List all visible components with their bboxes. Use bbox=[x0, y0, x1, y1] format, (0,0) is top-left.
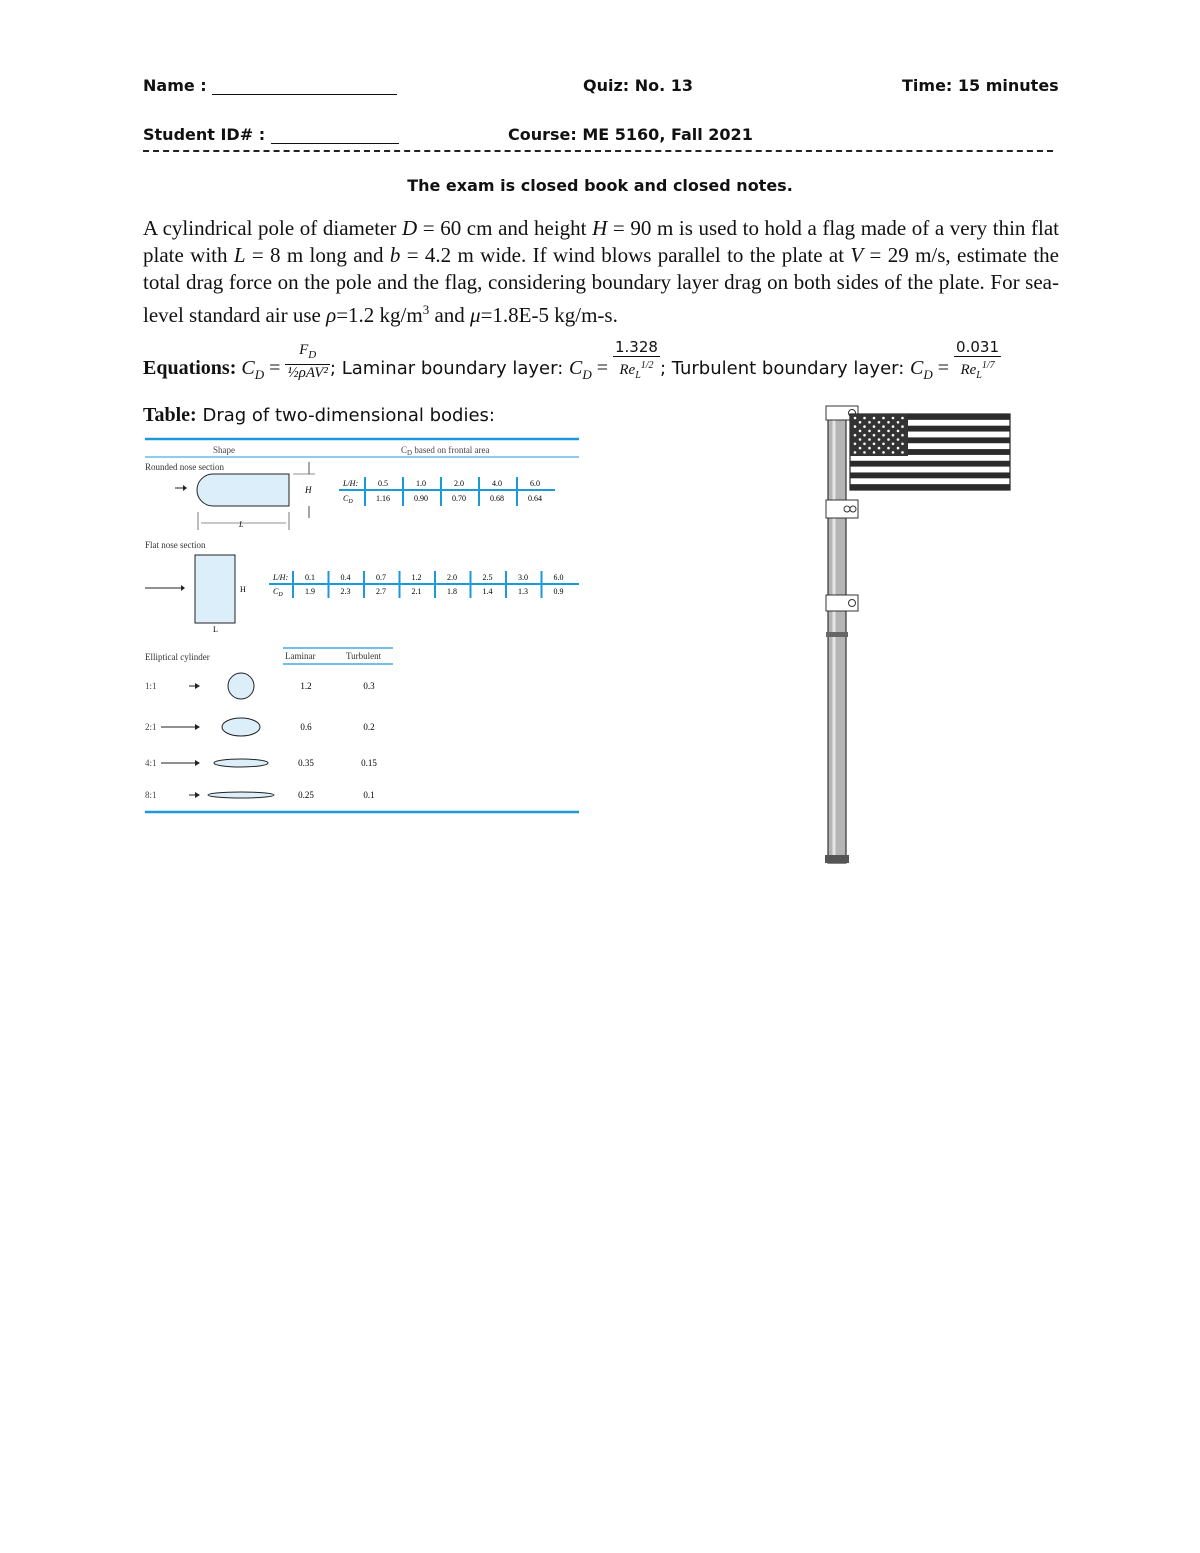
flat-lh-7: 6.0 bbox=[553, 573, 564, 582]
flat-lh-3: 1.2 bbox=[411, 573, 422, 582]
svg-text:H: H bbox=[305, 485, 312, 495]
ellipse-shape-1 bbox=[222, 718, 260, 736]
rounded-nose-shape bbox=[197, 474, 289, 506]
rounded-cd-1: 0.90 bbox=[414, 494, 428, 503]
separator-line bbox=[143, 150, 1053, 152]
rounded-lh-1: 1.0 bbox=[416, 479, 426, 488]
turbulent-fraction: $\frac{0.031}{Re_L^{1/7}}$ bbox=[956, 338, 999, 381]
elliptical-label: Elliptical cylinder bbox=[145, 652, 210, 662]
col-laminar: Laminar bbox=[285, 651, 316, 661]
ellip-turb-1: 0.2 bbox=[363, 722, 375, 732]
flat-nose-label: Flat nose section bbox=[145, 540, 206, 550]
flat-lh-6: 3.0 bbox=[518, 573, 528, 582]
equations-label: Equations: bbox=[143, 357, 237, 380]
ellipse-shape-2 bbox=[214, 759, 268, 767]
flat-nose-shape bbox=[195, 555, 235, 623]
ellip-lam-3: 0.25 bbox=[298, 790, 314, 800]
flat-lh-2: 0.7 bbox=[376, 573, 386, 582]
flat-cd-6: 1.3 bbox=[518, 587, 528, 596]
flag-canton bbox=[850, 414, 908, 456]
laminar-fraction: $\frac{1.328}{Re_L^{1/2}}$ bbox=[615, 338, 658, 381]
student-id-blank bbox=[271, 127, 399, 144]
rounded-cd-2: 0.70 bbox=[452, 494, 466, 503]
ellip-ratio-0: 1:1 bbox=[145, 681, 157, 691]
rounded-cd-0: 1.16 bbox=[376, 494, 390, 503]
quiz-number: Quiz: No. 13 bbox=[583, 76, 694, 95]
rounded-lh-3: 4.0 bbox=[492, 479, 502, 488]
svg-text:L: L bbox=[213, 625, 218, 634]
student-id-label: Student ID# : bbox=[143, 125, 266, 144]
ellip-lam-2: 0.35 bbox=[298, 758, 314, 768]
rounded-lh-4: 6.0 bbox=[530, 479, 540, 488]
flat-cd-5: 1.4 bbox=[482, 587, 493, 596]
flat-cd-1: 2.3 bbox=[340, 587, 351, 596]
col-header-shape: Shape bbox=[213, 445, 235, 455]
ellip-turb-3: 0.1 bbox=[363, 790, 375, 800]
rounded-cd-4: 0.64 bbox=[528, 494, 542, 503]
elliptical-rows bbox=[145, 673, 377, 800]
ellip-lam-0: 1.2 bbox=[300, 681, 312, 691]
drag-table-figure bbox=[143, 434, 583, 819]
time-limit: Time: 15 minutes bbox=[902, 76, 1059, 95]
flat-lh-0: 0.1 bbox=[305, 573, 315, 582]
rounded-cd-3: 0.68 bbox=[490, 494, 504, 503]
flat-cd-7: 0.9 bbox=[553, 587, 564, 596]
rounded-lh-2: 2.0 bbox=[454, 479, 464, 488]
ellip-lam-1: 0.6 bbox=[300, 722, 312, 732]
rounded-nose-label: Rounded nose section bbox=[145, 462, 224, 472]
rounded-lh-0: 0.5 bbox=[378, 479, 388, 488]
name-field bbox=[143, 76, 397, 95]
ellip-ratio-3: 8:1 bbox=[145, 790, 157, 800]
svg-text:CD: $C_D$ bbox=[273, 587, 283, 598]
drag-coefficient-fraction: $\frac{F_D}{\text{½ρAV²}}$ bbox=[287, 341, 328, 381]
equations-line: Equations: $C_D$ = $\frac{F_D}{\text{½ρAV²}}$ ; Laminar boundary layer: $C_D$ = $\frac{1.328}{Re_L^{1/2}}$ ; Turbulent boundary layer: $C_D$ = $\frac{0.031}{Re_L^{1/7}}$ bbox=[143, 338, 999, 383]
flat-cd-0: 1.9 bbox=[305, 587, 315, 596]
svg-text:L/H:: L/H: bbox=[273, 573, 289, 582]
svg-text:L: L bbox=[239, 520, 244, 529]
flat-cd-4: 1.8 bbox=[447, 587, 457, 596]
flat-lh-4: 2.0 bbox=[447, 573, 457, 582]
flag-pole-figure bbox=[820, 400, 1020, 870]
student-id-field bbox=[143, 125, 399, 144]
course-info: Course: ME 5160, Fall 2021 bbox=[508, 125, 753, 144]
ellipse-shape-3 bbox=[208, 792, 274, 798]
ellip-turb-0: 0.3 bbox=[363, 681, 375, 691]
exam-notice: The exam is closed book and closed notes. bbox=[407, 176, 793, 195]
pole-clamp-mid bbox=[826, 500, 858, 518]
ellip-ratio-2: 4:1 bbox=[145, 758, 157, 768]
problem-statement: A cylindrical pole of diameter D = 60 cm and height H = 90 m is used to hold a flag made of a very thin flat plate with L = 8 m long and b = 4.2 m wide. If wind blows parallel to the plate at V = 29 m/s, estimate the total drag force on the pole and the flag, considering boundary layer drag on both sides of the plate. For sea-level standard air use ρ=1.2 $kg/m^3$ and μ=1.8E-5 kg/m-s. bbox=[143, 216, 1059, 327]
pole-clamp-low bbox=[826, 595, 858, 611]
flat-lh-5: 2.5 bbox=[482, 573, 493, 582]
name-label: Name : bbox=[143, 76, 207, 95]
flat-cd-2: 2.7 bbox=[376, 587, 386, 596]
flat-lh-1: 0.4 bbox=[340, 573, 351, 582]
svg-text:H: H bbox=[240, 585, 246, 594]
name-blank bbox=[212, 78, 397, 95]
flag bbox=[850, 414, 1010, 490]
ellip-ratio-1: 2:1 bbox=[145, 722, 157, 732]
flat-cd-3: 2.1 bbox=[411, 587, 422, 596]
svg-text:L/H:: L/H: bbox=[343, 479, 359, 488]
table-title: Table: Drag of two-dimensional bodies: bbox=[143, 404, 495, 426]
svg-text:CD: $C_D$ bbox=[343, 494, 353, 505]
ellipse-shape-0 bbox=[228, 673, 254, 699]
rounded-nose-values bbox=[339, 477, 555, 506]
col-turbulent: Turbulent bbox=[346, 651, 382, 661]
flat-nose-values bbox=[269, 571, 579, 598]
ellip-turb-2: 0.15 bbox=[361, 758, 377, 768]
col-header-cd: $C_D$ based on frontal area bbox=[401, 445, 490, 457]
